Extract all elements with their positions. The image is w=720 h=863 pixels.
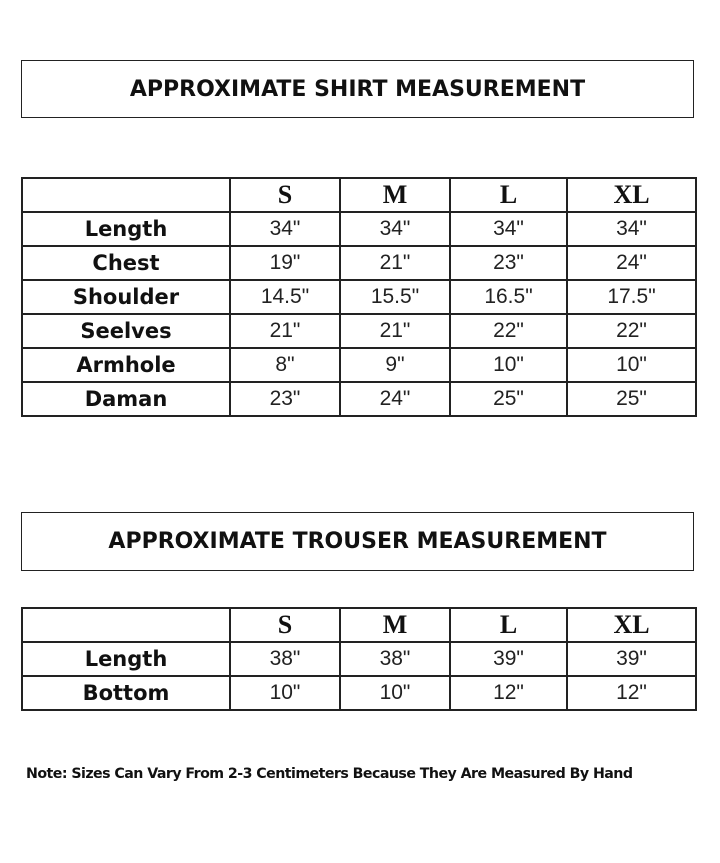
cell-value: 22" <box>567 314 696 348</box>
size-header-s: S <box>230 608 340 642</box>
cell-value: 23" <box>450 246 567 280</box>
size-header-l: L <box>450 178 567 212</box>
cell-value: 15.5" <box>340 280 450 314</box>
sizing-note: Note: Sizes Can Vary From 2-3 Centimeters Because They Are Measured By Hand <box>26 766 633 782</box>
cell-value: 10" <box>450 348 567 382</box>
table-header-row <box>22 178 696 212</box>
row-label-chest: Chest <box>22 246 230 280</box>
table-row <box>22 348 696 382</box>
size-header-m: M <box>340 608 450 642</box>
size-header-m: M <box>340 178 450 212</box>
cell-value: 16.5" <box>450 280 567 314</box>
size-header-l: L <box>450 608 567 642</box>
cell-value: 24" <box>567 246 696 280</box>
cell-value: 10" <box>230 676 340 710</box>
table-row <box>22 642 696 676</box>
table-header-row <box>22 608 696 642</box>
cell-value: 9" <box>340 348 450 382</box>
cell-value: 34" <box>340 212 450 246</box>
empty-corner-cell <box>22 608 230 642</box>
shirt-size-table <box>21 177 697 417</box>
cell-value: 34" <box>567 212 696 246</box>
table-row <box>22 280 696 314</box>
cell-value: 12" <box>567 676 696 710</box>
table-row <box>22 212 696 246</box>
cell-value: 24" <box>340 382 450 416</box>
cell-value: 21" <box>230 314 340 348</box>
size-header-xl: XL <box>567 178 696 212</box>
table-row <box>22 676 696 710</box>
row-label-length: Length <box>22 212 230 246</box>
row-label-length: Length <box>22 642 230 676</box>
cell-value: 12" <box>450 676 567 710</box>
size-header-xl: XL <box>567 608 696 642</box>
cell-value: 25" <box>450 382 567 416</box>
cell-value: 22" <box>450 314 567 348</box>
shirt-measurement-title <box>21 60 694 118</box>
table-row <box>22 314 696 348</box>
cell-value: 39" <box>450 642 567 676</box>
cell-value: 17.5" <box>567 280 696 314</box>
cell-value: 23" <box>230 382 340 416</box>
cell-value: 34" <box>230 212 340 246</box>
row-label-bottom: Bottom <box>22 676 230 710</box>
trouser-title-text: APPROXIMATE TROUSER MEASUREMENT <box>108 529 607 554</box>
cell-value: 38" <box>340 642 450 676</box>
empty-corner-cell <box>22 178 230 212</box>
cell-value: 38" <box>230 642 340 676</box>
row-label-daman: Daman <box>22 382 230 416</box>
size-header-s: S <box>230 178 340 212</box>
trouser-size-table <box>21 607 697 711</box>
row-label-armhole: Armhole <box>22 348 230 382</box>
row-label-sleeves: Seelves <box>22 314 230 348</box>
table-row <box>22 382 696 416</box>
cell-value: 34" <box>450 212 567 246</box>
cell-value: 8" <box>230 348 340 382</box>
cell-value: 19" <box>230 246 340 280</box>
cell-value: 39" <box>567 642 696 676</box>
cell-value: 10" <box>340 676 450 710</box>
cell-value: 14.5" <box>230 280 340 314</box>
shirt-title-text: APPROXIMATE SHIRT MEASUREMENT <box>129 76 586 102</box>
cell-value: 25" <box>567 382 696 416</box>
cell-value: 21" <box>340 314 450 348</box>
row-label-shoulder: Shoulder <box>22 280 230 314</box>
table-row <box>22 246 696 280</box>
trouser-measurement-title <box>21 512 694 571</box>
cell-value: 21" <box>340 246 450 280</box>
cell-value: 10" <box>567 348 696 382</box>
